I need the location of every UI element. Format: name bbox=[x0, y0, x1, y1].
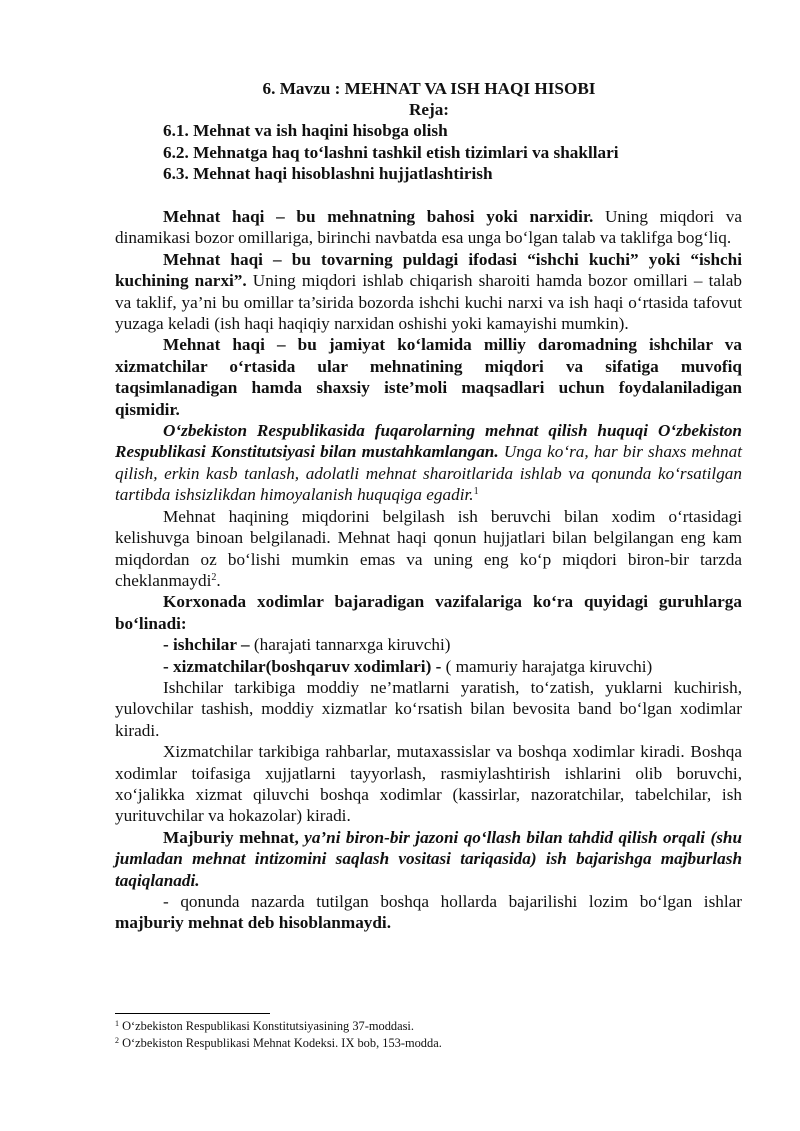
plan-item: 6.3. Mehnat haqi hisoblashni hujjatlashtirish bbox=[163, 164, 493, 183]
paragraph bbox=[115, 506, 742, 592]
plan-list bbox=[163, 120, 763, 185]
definition-bold: Mehnat haqi – bu tovarning puldagi ifodasi “ishchi kuchi” yoki “ishchi kuchining narxi”. bbox=[115, 249, 742, 291]
footnote bbox=[115, 1018, 755, 1035]
paragraph bbox=[115, 827, 742, 891]
paragraph bbox=[115, 891, 742, 934]
paragraph bbox=[115, 420, 742, 506]
footnotes bbox=[115, 1018, 755, 1052]
footnote-ref[interactable]: 2 bbox=[211, 571, 217, 583]
footnote-text: O‘zbekiston Respublikasi Konstitutsiyasining 37-moddasi. bbox=[119, 1019, 414, 1033]
footnote-text: O‘zbekiston Respublikasi Mehnat Kodeksi. IX bob, 153-modda. bbox=[119, 1036, 442, 1050]
paragraph-italic: Unga ko‘ra, har bir shaxs mehnat qilish, erkin kasb tanlash, adolatli mehnat sharoitlarida ishlab va qonunda ko‘rsatilgan tartibda ishsizlikdan himoyalanish huquqiga egadir. bbox=[115, 442, 743, 505]
section-bold: Korxonada xodimlar bajaradigan vazifalariga ko‘ra quyidagi guruhlarga bo‘linadi: bbox=[115, 592, 742, 633]
footnote-mark: 1 bbox=[115, 1019, 119, 1028]
list-bold: - xizmatchilar(boshqaruv xodimlari) - bbox=[163, 656, 442, 676]
paragraph-text: - qonunda nazarda tutilgan boshqa hollarda bajarilishi lozim bo‘lgan ishlar bbox=[163, 892, 742, 911]
paragraph-text: Uning miqdori ishlab chiqarish sharoiti hamda bozor omillari – talab va taklif, ya’ni bu omillar ta’sirida bozorda ishchi kuchi narxi va ish haqi o‘rtasida tafovut yuzaga keladi (ish haqi haqiqiy narxidan oshishi yoki kamayishi mumkin). bbox=[115, 271, 742, 334]
paragraph-bold: majburiy mehnat deb hisoblanmaydi. bbox=[115, 913, 392, 933]
footnote bbox=[115, 1035, 755, 1052]
paragraph-text: ( mamuriy harajatga kiruvchi) bbox=[441, 656, 653, 676]
paragraph-text: Uning miqdori va dinamikasi bozor omillariga, birinchi navbatda esa unga bo‘lgan talab va taklifga bog‘liq. bbox=[115, 207, 742, 248]
paragraph bbox=[115, 249, 742, 335]
plan-item: 6.1. Mehnat va ish haqini hisobga olish bbox=[163, 121, 448, 140]
paragraph bbox=[115, 591, 742, 634]
paragraph bbox=[115, 334, 742, 420]
definition-bold: Mehnat haqi – bu mehnatning bahosi yoki narxidir. bbox=[163, 207, 594, 226]
plan-heading: Reja: bbox=[408, 100, 450, 119]
footnote-mark: 2 bbox=[115, 1036, 119, 1045]
definition-bold: Mehnat haqi – bu jamiyat ko‘lamida milliy daromadning ishchilar va xizmatchilar o‘rtasida ular mehnatining miqdori va sifatiga muvofiq taqsimlanadigan hamda shaxsiy iste’moli maqsadlari uchun foydalaniladigan qismidir. bbox=[115, 335, 742, 419]
paragraph bbox=[115, 634, 742, 655]
paragraph: Xizmatchilar tarkibiga rahbarlar, mutaxassislar va boshqa xodimlar kiradi. Boshqa xodimlar toifasiga xujjatlarni tayyorlash, rasmiylashtirish ishlarini olib boruvchi, xo‘jalikka xizmat qiluvchi boshqa xodimlar (kassirlar, nazoratchilar, tabelchilar, ish yurituvchilar va hokazolar) kiradi. bbox=[115, 742, 742, 826]
paragraph-bold-italic: ya’ni biron-bir jazoni qo‘llash bilan tahdid qilish orqali (shu jumladan mehnat intizomini saqlash vositasi tariqasida) ish bajarishga majburlash taqiqlanadi. bbox=[115, 827, 742, 890]
list-bold: - ishchilar – bbox=[163, 635, 250, 655]
paragraph-text: . bbox=[216, 570, 221, 590]
footnote-separator bbox=[115, 1013, 270, 1014]
body-text bbox=[115, 206, 742, 934]
paragraph bbox=[115, 206, 742, 249]
plan-item: 6.2. Mehnatga haq to‘lashni tashkil etish tizimlari va shakllari bbox=[163, 142, 619, 162]
paragraph bbox=[115, 656, 742, 677]
footnote-ref[interactable]: 1 bbox=[473, 486, 479, 498]
paragraph-text: Mehnat haqining miqdorini belgilash ish beruvchi bilan xodim o‘rtasidagi kelishuvga binoan belgilanadi. Mehnat haqi qonun hujjatlari bilan belgilangan eng kam miqdordan oz bo‘lishi mumkin emas va uning eng ko‘p miqdori biron-bir tarzda cheklanmaydi bbox=[115, 506, 742, 590]
paragraph-text: (harajati tannarxga kiruvchi) bbox=[249, 635, 451, 655]
page-title: 6. Mavzu : MEHNAT VA ISH HAQI HISOBI bbox=[262, 79, 596, 98]
paragraph-bold: Majburiy mehnat, bbox=[163, 827, 299, 847]
paragraph: Ishchilar tarkibiga moddiy ne’matlarni yaratish, to‘zatish, yuklarni kuchirish, yulovchilar tashish, moddiy xizmatlar ko‘rsatish bilan bevosita band bo‘lgan xodimlar kiradi. bbox=[115, 677, 742, 740]
constitution-bold-italic: O‘zbekiston Respublikasida fuqarolarning mehnat qilish huquqi O‘zbekiston Respublikasi Konstitutsiyasi bilan mustahkamlangan. bbox=[115, 421, 742, 462]
